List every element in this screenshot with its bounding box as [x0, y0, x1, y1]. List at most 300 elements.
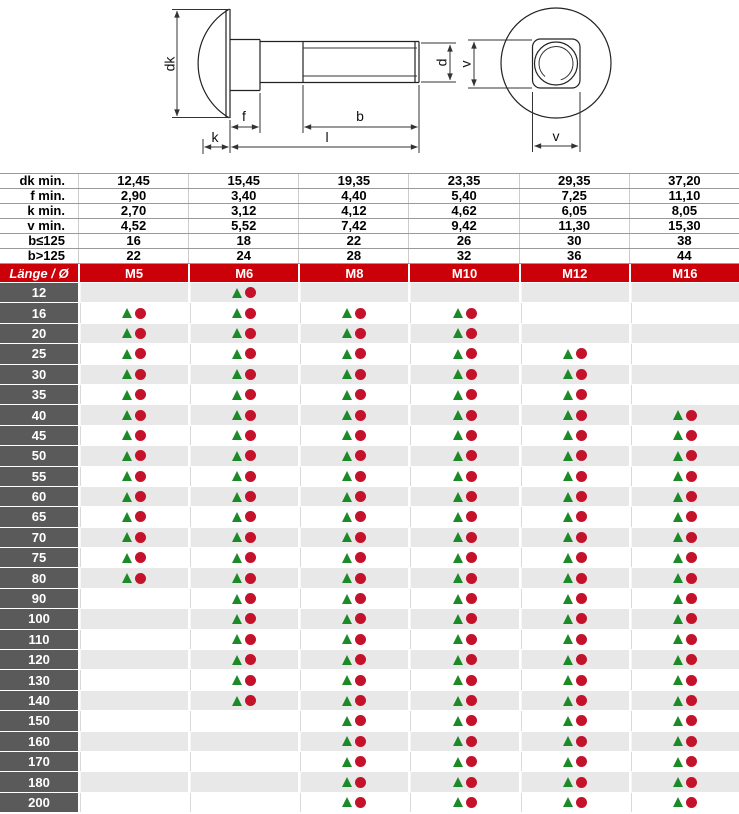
circle-marker [466, 348, 477, 359]
triangle-marker [122, 512, 132, 522]
availability-cell [300, 752, 408, 771]
availability-cell [631, 670, 739, 689]
front-view-dimensions [468, 40, 580, 152]
availability-cell [410, 691, 518, 710]
availability-cell [521, 528, 629, 547]
circle-marker [686, 756, 697, 767]
spec-value: 11,30 [519, 219, 629, 233]
table-row [0, 365, 739, 384]
triangle-marker [122, 532, 132, 542]
spec-value: 4,40 [298, 189, 408, 203]
circle-marker [686, 573, 697, 584]
circle-marker [576, 511, 587, 522]
spec-value: 16 [78, 234, 188, 248]
length-label: 130 [0, 670, 78, 689]
triangle-marker [563, 553, 573, 563]
length-label: 65 [0, 507, 78, 526]
availability-cell [300, 405, 408, 424]
availability-cell [521, 650, 629, 669]
triangle-marker [342, 512, 352, 522]
table-row [0, 548, 739, 567]
circle-marker [466, 491, 477, 502]
availability-cell [80, 752, 188, 771]
availability-cell [631, 589, 739, 608]
availability-cell [190, 589, 298, 608]
availability-cell [190, 772, 298, 791]
size-header-M5: M5 [80, 264, 188, 282]
availability-cell [80, 426, 188, 445]
length-label: 180 [0, 772, 78, 791]
availability-cell [80, 283, 188, 302]
circle-marker [686, 797, 697, 808]
circle-marker [135, 573, 146, 584]
triangle-marker [232, 369, 242, 379]
circle-marker [245, 389, 256, 400]
table-row [0, 507, 739, 526]
spec-value: 28 [298, 249, 408, 263]
size-header-M10: M10 [410, 264, 518, 282]
length-label: 30 [0, 365, 78, 384]
availability-cell [80, 507, 188, 526]
availability-cell [410, 426, 518, 445]
length-label: 45 [0, 426, 78, 445]
triangle-marker [342, 349, 352, 359]
spec-value: 2,70 [78, 204, 188, 218]
availability-cell [521, 711, 629, 730]
availability-cell [410, 752, 518, 771]
triangle-marker [342, 471, 352, 481]
triangle-marker [673, 410, 683, 420]
triangle-marker [122, 369, 132, 379]
triangle-marker [673, 471, 683, 481]
circle-marker [466, 715, 477, 726]
table-row [0, 793, 739, 812]
availability-cell [300, 426, 408, 445]
availability-cell [190, 467, 298, 486]
circle-marker [245, 410, 256, 421]
availability-cell [190, 385, 298, 404]
availability-cell [80, 303, 188, 322]
circle-marker [245, 430, 256, 441]
circle-marker [245, 654, 256, 665]
availability-cell [190, 793, 298, 812]
triangle-marker [232, 573, 242, 583]
availability-cell [631, 752, 739, 771]
triangle-marker [342, 655, 352, 665]
availability-cell [410, 793, 518, 812]
availability-cell [410, 650, 518, 669]
triangle-marker [453, 308, 463, 318]
length-label: 12 [0, 283, 78, 302]
spec-value: 19,35 [298, 174, 408, 188]
circle-marker [355, 410, 366, 421]
triangle-marker [673, 492, 683, 502]
circle-marker [355, 348, 366, 359]
circle-marker [355, 777, 366, 788]
triangle-marker [453, 328, 463, 338]
circle-marker [686, 552, 697, 563]
availability-cell [521, 344, 629, 363]
circle-marker [355, 369, 366, 380]
triangle-marker [453, 410, 463, 420]
availability-cell [190, 303, 298, 322]
table-row [0, 589, 739, 608]
triangle-marker [673, 614, 683, 624]
availability-cell [521, 283, 629, 302]
circle-marker [576, 715, 587, 726]
size-header-M6: M6 [190, 264, 298, 282]
triangle-marker [232, 512, 242, 522]
triangle-marker [232, 696, 242, 706]
availability-cell [631, 324, 739, 343]
circle-marker [576, 430, 587, 441]
circle-marker [576, 736, 587, 747]
dim-label-dk: dk [161, 56, 178, 72]
triangle-marker [342, 797, 352, 807]
availability-cell [300, 303, 408, 322]
availability-cell [190, 283, 298, 302]
circle-marker [686, 736, 697, 747]
triangle-marker [453, 390, 463, 400]
triangle-marker [453, 757, 463, 767]
length-label: 75 [0, 548, 78, 567]
availability-cell [521, 507, 629, 526]
triangle-marker [342, 594, 352, 604]
circle-marker [135, 410, 146, 421]
availability-cell [80, 548, 188, 567]
circle-marker [466, 797, 477, 808]
triangle-marker [673, 777, 683, 787]
triangle-marker [232, 328, 242, 338]
size-header-M8: M8 [300, 264, 408, 282]
circle-marker [686, 410, 697, 421]
availability-cell [410, 385, 518, 404]
triangle-marker [342, 430, 352, 440]
availability-cell [190, 548, 298, 567]
availability-cell [410, 283, 518, 302]
triangle-marker [342, 696, 352, 706]
size-header-row [0, 264, 739, 282]
circle-marker [245, 613, 256, 624]
spec-value: 8,05 [629, 204, 739, 218]
triangle-marker [342, 369, 352, 379]
length-label: 200 [0, 793, 78, 812]
table-row [0, 446, 739, 465]
length-label: 70 [0, 528, 78, 547]
availability-cell [190, 752, 298, 771]
triangle-marker [453, 594, 463, 604]
circle-marker [135, 308, 146, 319]
triangle-marker [673, 594, 683, 604]
availability-cell [631, 568, 739, 587]
circle-marker [355, 471, 366, 482]
availability-cell [300, 324, 408, 343]
triangle-marker [232, 594, 242, 604]
spec-value: 32 [408, 249, 518, 263]
length-label: 140 [0, 691, 78, 710]
triangle-marker [563, 349, 573, 359]
circle-marker [576, 491, 587, 502]
circle-marker [466, 756, 477, 767]
table-row [0, 324, 739, 343]
triangle-marker [563, 594, 573, 604]
circle-marker [576, 777, 587, 788]
availability-cell [521, 385, 629, 404]
triangle-marker [122, 573, 132, 583]
circle-marker [686, 450, 697, 461]
circle-marker [245, 675, 256, 686]
triangle-marker [563, 757, 573, 767]
length-label: 100 [0, 609, 78, 628]
triangle-marker [342, 716, 352, 726]
availability-cell [190, 630, 298, 649]
dim-label-l: l [325, 129, 329, 145]
length-label: 16 [0, 303, 78, 322]
availability-cell [80, 446, 188, 465]
circle-marker [135, 369, 146, 380]
spec-value: 3,40 [188, 189, 298, 203]
triangle-marker [342, 553, 352, 563]
table-row [0, 344, 739, 363]
triangle-marker [563, 777, 573, 787]
circle-marker [245, 695, 256, 706]
availability-cell [80, 405, 188, 424]
dim-label-v-side: v [457, 60, 474, 68]
circle-marker [466, 532, 477, 543]
triangle-marker [342, 532, 352, 542]
circle-marker [686, 491, 697, 502]
circle-marker [466, 389, 477, 400]
triangle-marker [453, 716, 463, 726]
triangle-marker [232, 614, 242, 624]
circle-marker [355, 613, 366, 624]
spec-row [0, 219, 739, 234]
circle-marker [686, 593, 697, 604]
circle-marker [576, 389, 587, 400]
availability-cell [80, 344, 188, 363]
circle-marker [355, 654, 366, 665]
circle-marker [466, 369, 477, 380]
availability-cell [300, 365, 408, 384]
circle-marker [686, 511, 697, 522]
spec-value: 4,62 [408, 204, 518, 218]
availability-cell [521, 732, 629, 751]
availability-cell [300, 344, 408, 363]
availability-cell [410, 446, 518, 465]
availability-cell [190, 426, 298, 445]
triangle-marker [342, 410, 352, 420]
triangle-marker [453, 471, 463, 481]
table-row [0, 303, 739, 322]
triangle-marker [453, 675, 463, 685]
availability-cell [80, 772, 188, 791]
availability-cell [80, 732, 188, 751]
circle-marker [686, 634, 697, 645]
availability-cell [300, 528, 408, 547]
availability-cell [631, 507, 739, 526]
table-row [0, 732, 739, 751]
availability-cell [631, 691, 739, 710]
circle-marker [686, 430, 697, 441]
triangle-marker [673, 655, 683, 665]
spec-row [0, 189, 739, 204]
availability-cell [80, 630, 188, 649]
table-row [0, 752, 739, 771]
circle-marker [135, 471, 146, 482]
table-row [0, 650, 739, 669]
spec-row [0, 234, 739, 249]
triangle-marker [342, 614, 352, 624]
triangle-marker [453, 492, 463, 502]
availability-cell [410, 365, 518, 384]
bolt-front-view [501, 8, 611, 118]
triangle-marker [453, 736, 463, 746]
table-row [0, 711, 739, 730]
availability-cell [80, 568, 188, 587]
availability-cell [410, 711, 518, 730]
availability-cell [631, 446, 739, 465]
spec-value: 6,05 [519, 204, 629, 218]
table-row [0, 528, 739, 547]
triangle-marker [453, 553, 463, 563]
availability-cell [521, 691, 629, 710]
availability-cell [521, 324, 629, 343]
circle-marker [245, 348, 256, 359]
availability-cell [521, 772, 629, 791]
triangle-marker [563, 736, 573, 746]
circle-marker [355, 675, 366, 686]
availability-cell [190, 365, 298, 384]
circle-marker [466, 613, 477, 624]
circle-marker [686, 777, 697, 788]
spec-value: 5,52 [188, 219, 298, 233]
circle-marker [135, 532, 146, 543]
triangle-marker [342, 634, 352, 644]
spec-value: 15,30 [629, 219, 739, 233]
circle-marker [686, 675, 697, 686]
availability-cell [631, 467, 739, 486]
length-label: 160 [0, 732, 78, 751]
triangle-marker [673, 634, 683, 644]
availability-cell [410, 670, 518, 689]
availability-cell [521, 405, 629, 424]
circle-marker [355, 511, 366, 522]
triangle-marker [673, 757, 683, 767]
spec-value: 18 [188, 234, 298, 248]
circle-marker [686, 695, 697, 706]
availability-cell [410, 772, 518, 791]
availability-cell [521, 589, 629, 608]
circle-marker [245, 369, 256, 380]
triangle-marker [232, 288, 242, 298]
triangle-marker [232, 471, 242, 481]
availability-cell [521, 630, 629, 649]
availability-cell [80, 711, 188, 730]
spec-value: 11,10 [629, 189, 739, 203]
circle-marker [686, 654, 697, 665]
triangle-marker [563, 512, 573, 522]
triangle-marker [453, 369, 463, 379]
triangle-marker [453, 655, 463, 665]
dim-label-d: d [433, 58, 450, 67]
circle-marker [245, 573, 256, 584]
circle-marker [135, 552, 146, 563]
spec-value: 37,20 [629, 174, 739, 188]
spec-row [0, 249, 739, 264]
triangle-marker [563, 634, 573, 644]
availability-cell [410, 548, 518, 567]
circle-marker [576, 410, 587, 421]
spec-value: 26 [408, 234, 518, 248]
triangle-marker [673, 573, 683, 583]
table-row [0, 670, 739, 689]
dim-label-f: f [242, 108, 246, 124]
spec-value: 36 [519, 249, 629, 263]
length-label: 170 [0, 752, 78, 771]
table-row [0, 630, 739, 649]
triangle-marker [673, 430, 683, 440]
availability-cell [631, 528, 739, 547]
triangle-marker [563, 430, 573, 440]
table-row [0, 487, 739, 506]
spec-label: b≤125 [28, 233, 65, 248]
spec-rows [0, 173, 739, 264]
circle-marker [466, 471, 477, 482]
triangle-marker [122, 390, 132, 400]
availability-cell [631, 426, 739, 445]
circle-marker [686, 715, 697, 726]
length-label: 60 [0, 487, 78, 506]
spec-value: 38 [629, 234, 739, 248]
availability-cell [80, 609, 188, 628]
availability-cell [521, 609, 629, 628]
availability-cell [190, 732, 298, 751]
availability-cell [190, 670, 298, 689]
circle-marker [576, 369, 587, 380]
circle-marker [135, 430, 146, 441]
availability-cell [190, 446, 298, 465]
circle-marker [686, 471, 697, 482]
availability-cell [410, 303, 518, 322]
availability-cell [521, 365, 629, 384]
spec-value: 44 [629, 249, 739, 263]
circle-marker [576, 634, 587, 645]
circle-marker [245, 532, 256, 543]
spec-value: 15,45 [188, 174, 298, 188]
availability-cell [80, 385, 188, 404]
availability-cell [521, 467, 629, 486]
availability-cell [300, 650, 408, 669]
dim-label-k: k [211, 129, 219, 145]
circle-marker [686, 532, 697, 543]
availability-cell [410, 609, 518, 628]
circle-marker [466, 410, 477, 421]
circle-marker [245, 328, 256, 339]
availability-cell [190, 609, 298, 628]
triangle-marker [563, 390, 573, 400]
table-row [0, 405, 739, 424]
triangle-marker [232, 675, 242, 685]
availability-cell [410, 324, 518, 343]
availability-cell [410, 344, 518, 363]
triangle-marker [342, 777, 352, 787]
triangle-marker [563, 573, 573, 583]
availability-cell [631, 344, 739, 363]
circle-marker [576, 450, 587, 461]
availability-cell [631, 548, 739, 567]
circle-marker [245, 593, 256, 604]
circle-marker [355, 552, 366, 563]
